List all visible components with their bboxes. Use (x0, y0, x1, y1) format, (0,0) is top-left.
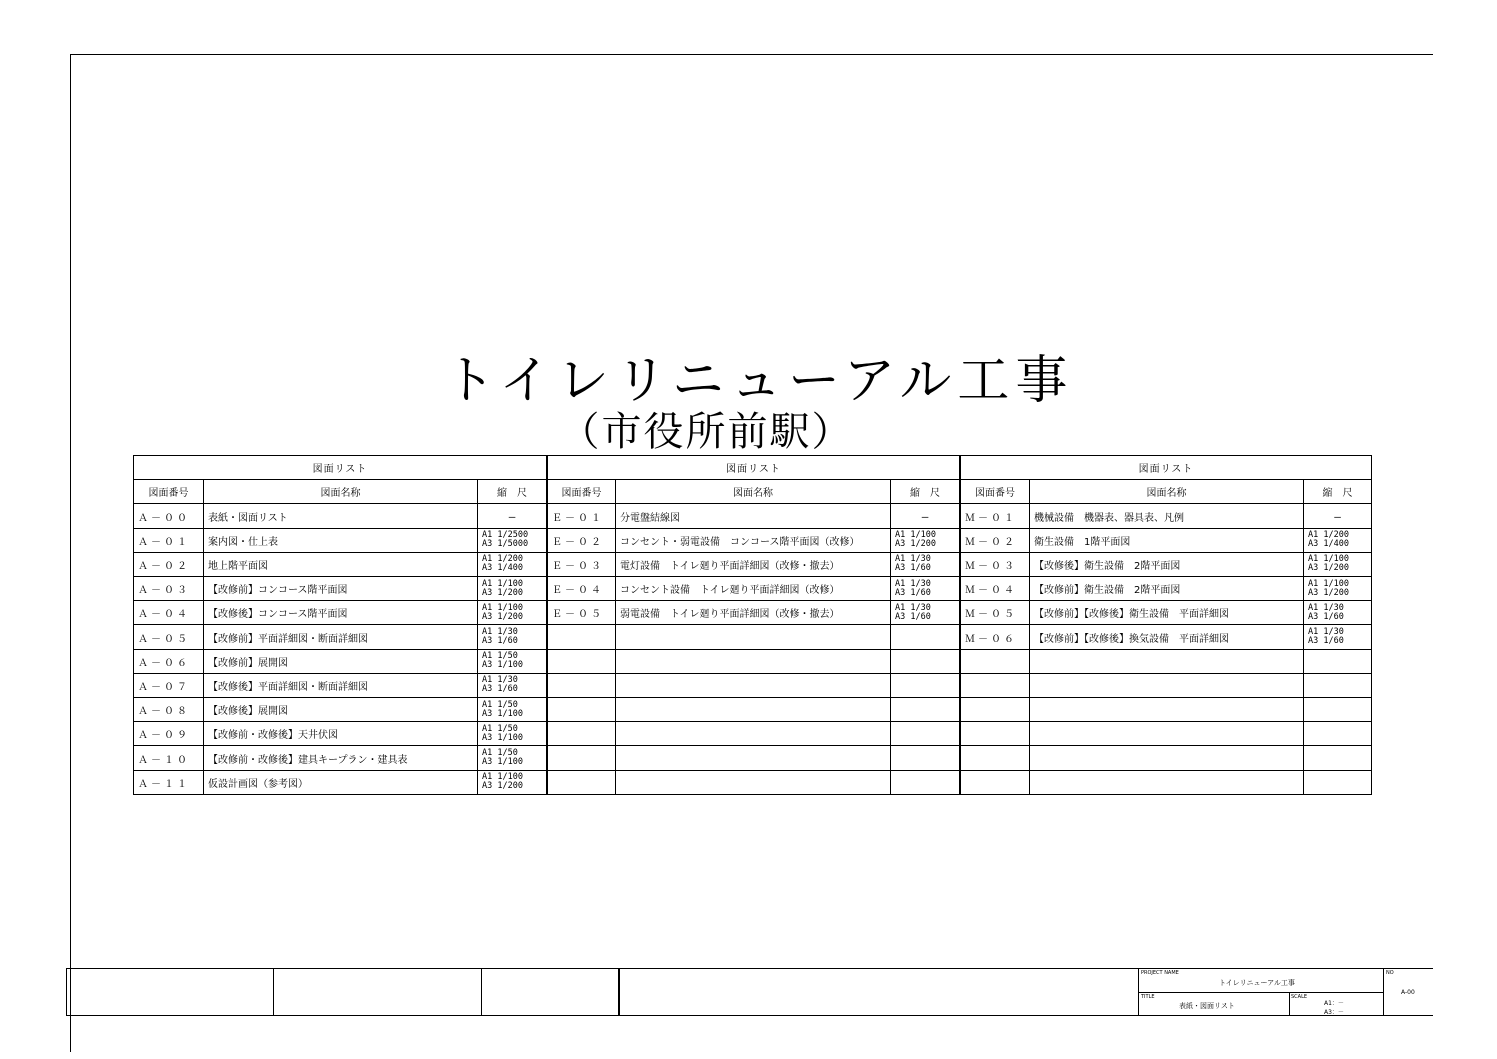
project-name: トイレリニューアル工事 (1219, 979, 1295, 987)
scale-value: A3 1/400 (1308, 539, 1349, 550)
drawing-scale (1304, 722, 1372, 746)
drawing-number: Ａ－１１ (134, 770, 204, 794)
drawing-name: 【改修前】衛生設備 2階平面図 (1030, 577, 1304, 601)
drawing-scale (478, 673, 547, 697)
scale-value: A3 1/60 (1308, 611, 1344, 622)
drawing-number: Ｍ－０３ (961, 552, 1030, 576)
scale-value: A1 1/50 (482, 723, 518, 734)
table-row (548, 601, 960, 625)
drawing-name (616, 746, 891, 770)
table-row (961, 673, 1372, 697)
drawing-number: Ｅ－０１ (548, 504, 616, 528)
table-row (548, 649, 960, 673)
table-row (961, 722, 1372, 746)
table-row (961, 504, 1372, 528)
column-number-header: 図面番号 (548, 480, 616, 504)
scale-value: A3 1/200 (1308, 587, 1349, 598)
drawing-name (616, 698, 891, 722)
title-block-approvals (481, 969, 619, 1016)
drawing-number: Ａ－１０ (134, 746, 204, 770)
title-block-project-cell (1138, 969, 1383, 1016)
scale-value: A1 1/30 (1308, 627, 1344, 638)
scale-value: A3 1/200 (482, 611, 523, 622)
drawing-number: Ｅ－０４ (548, 577, 616, 601)
drawing-scale (1304, 552, 1372, 576)
drawing-number: Ｍ－０１ (961, 504, 1030, 528)
table-row (134, 649, 547, 673)
table-row (548, 746, 960, 770)
drawing-name: 分電盤結線図 (616, 504, 891, 528)
drawing-scale (478, 528, 547, 552)
drawing-number (548, 649, 616, 673)
drawing-number: Ｍ－０２ (961, 528, 1030, 552)
scale-value: A1 1/30 (895, 554, 931, 565)
table-row (961, 601, 1372, 625)
table-row (961, 698, 1372, 722)
title-block (66, 968, 1433, 1016)
drawing-scale (1304, 528, 1372, 552)
drawing-scale (1304, 601, 1372, 625)
table-row (134, 625, 547, 649)
drawing-number (548, 770, 616, 794)
drawing-number: Ａ－０７ (134, 673, 204, 697)
title-block-divider (273, 969, 274, 1016)
drawing-scale (891, 601, 960, 625)
drawing-number: Ｅ－０５ (548, 601, 616, 625)
sheet-number: A-00 (1401, 989, 1415, 996)
scale-value: A3 1/60 (1308, 636, 1344, 647)
scale-value: — (921, 509, 929, 523)
scale-value: A1 1/30 (895, 602, 931, 613)
drawing-name (1030, 698, 1304, 722)
drawing-scale (478, 770, 547, 794)
drawing-list-electrical (547, 455, 960, 795)
scale-value: A1 1/100 (1308, 554, 1349, 565)
drawing-number (961, 673, 1030, 697)
drawing-name: 地上階平面図 (204, 552, 478, 576)
table-row (134, 528, 547, 552)
table-row (134, 504, 547, 528)
scale-value: A1 1/200 (1308, 530, 1349, 541)
list-heading: 図面リスト (961, 456, 1372, 480)
scale-value: A3 1/100 (482, 660, 523, 671)
drawing-number (548, 722, 616, 746)
drawing-number: Ａ－０４ (134, 601, 204, 625)
title-block-notes (619, 969, 1138, 1016)
drawing-title: 表紙・図面リスト (1179, 1002, 1235, 1010)
scale-value: A3 1/200 (482, 587, 523, 598)
scale-value: A1 1/50 (482, 748, 518, 759)
scale-value: — (508, 509, 516, 523)
column-name-header: 図面名称 (1030, 480, 1304, 504)
drawing-number: Ａ－０１ (134, 528, 204, 552)
drawing-scale (478, 625, 547, 649)
drawing-name: 【改修後】平面詳細図・断面詳細図 (204, 673, 478, 697)
drawing-number: Ｍ－０４ (961, 577, 1030, 601)
scale-value: — (1334, 509, 1341, 523)
drawing-name: 【改修前】【改修後】換気設備 平面詳細図 (1030, 625, 1304, 649)
list-heading: 図面リスト (134, 456, 547, 480)
drawing-number: Ｅ－０２ (548, 528, 616, 552)
drawing-scale (1304, 698, 1372, 722)
table-row (548, 673, 960, 697)
drawing-number (961, 649, 1030, 673)
table-row (548, 722, 960, 746)
scale-value: A1 1/50 (482, 651, 518, 662)
drawing-scale (478, 722, 547, 746)
scale-value: A3 1/100 (482, 708, 523, 719)
drawing-number (548, 625, 616, 649)
scale-label: SCALE (1291, 994, 1308, 1000)
drawing-name: 弱電設備 トイレ廻り平面詳細図（改修・撤去） (616, 601, 891, 625)
drawing-scale (1304, 504, 1372, 528)
table-row (134, 770, 547, 794)
scale-value: A3 1/60 (482, 636, 518, 647)
table-row (548, 625, 960, 649)
drawing-number (548, 746, 616, 770)
list-heading: 図面リスト (548, 456, 960, 480)
table-row (961, 528, 1372, 552)
scale-value: A1 1/100 (1308, 578, 1349, 589)
drawing-name (616, 673, 891, 697)
column-number-header: 図面番号 (134, 480, 204, 504)
drawing-scale (478, 601, 547, 625)
drawing-number: Ａ－０８ (134, 698, 204, 722)
drawing-scale (891, 504, 960, 528)
drawing-number: Ａ－００ (134, 504, 204, 528)
drawing-number (961, 770, 1030, 794)
scale-value: A3 1/60 (482, 684, 518, 695)
drawing-name (616, 625, 891, 649)
drawing-name: コンセント・弱電設備 コンコース階平面図（改修） (616, 528, 891, 552)
table-row (134, 722, 547, 746)
drawing-number: Ａ－０３ (134, 577, 204, 601)
drawing-scale (1304, 746, 1372, 770)
scale-value: A1 1/2500 (482, 530, 529, 541)
scale-value: A3 1/60 (895, 611, 931, 622)
drawing-name: 【改修前】【改修後】衛生設備 平面詳細図 (1030, 601, 1304, 625)
scale-value: A1 1/100 (482, 602, 523, 613)
drawing-name: 衛生設備 1階平面図 (1030, 528, 1304, 552)
drawing-number: Ａ－０６ (134, 649, 204, 673)
scale-value: A3 1/100 (482, 732, 523, 743)
sheet-number-cell (1383, 969, 1433, 1016)
drawing-number: Ａ－０２ (134, 552, 204, 576)
station-subtitle: （市役所前駅） (559, 409, 854, 455)
scale-value: A3 1/100 (482, 757, 523, 768)
drawing-name: 仮設計画図（参考図） (204, 770, 478, 794)
drawing-number (961, 722, 1030, 746)
drawing-scale (1304, 625, 1372, 649)
drawing-name: 【改修後】展開図 (204, 698, 478, 722)
table-row (134, 746, 547, 770)
drawing-list-mechanical (960, 455, 1372, 795)
drawing-name (616, 722, 891, 746)
drawing-scale (891, 770, 960, 794)
scale-value: A3 1/200 (482, 781, 523, 792)
drawing-number: Ｅ－０３ (548, 552, 616, 576)
scale-value: A1 1/100 (895, 530, 936, 541)
drawing-name: 【改修後】衛生設備 2階平面図 (1030, 552, 1304, 576)
table-row (548, 528, 960, 552)
drawing-name (1030, 770, 1304, 794)
drawing-name (1030, 746, 1304, 770)
scale-value: A3 1/200 (895, 539, 936, 550)
column-name-header: 図面名称 (616, 480, 891, 504)
column-scale-header: 縮 尺 (478, 480, 547, 504)
table-row (134, 577, 547, 601)
drawing-name: 【改修前・改修後】建具キープラン・建具表 (204, 746, 478, 770)
table-row (548, 577, 960, 601)
drawing-scale (891, 528, 960, 552)
scale-value: A1 1/50 (482, 699, 518, 710)
drawing-name: 【改修前】コンコース階平面図 (204, 577, 478, 601)
scale-value: A1 1/30 (482, 627, 518, 638)
scale-value: A1 1/30 (1308, 602, 1344, 613)
drawing-scale (891, 698, 960, 722)
table-row (961, 770, 1372, 794)
project-label: PROJECT NAME (1141, 970, 1179, 976)
drawing-scale (891, 577, 960, 601)
title-block-left (66, 969, 273, 1016)
drawing-number: Ｍ－０５ (961, 601, 1030, 625)
table-row (961, 625, 1372, 649)
drawing-name (1030, 649, 1304, 673)
drawing-scale (891, 673, 960, 697)
drawing-lists (133, 455, 1369, 795)
column-scale-header: 縮 尺 (1304, 480, 1372, 504)
drawing-name (1030, 722, 1304, 746)
column-scale-header: 縮 尺 (891, 480, 960, 504)
drawing-name: 表紙・図面リスト (204, 504, 478, 528)
table-row (548, 552, 960, 576)
scale-a1: A1：－ (1324, 1000, 1344, 1007)
table-row (548, 698, 960, 722)
drawing-name (616, 649, 891, 673)
drawing-scale (891, 625, 960, 649)
drawing-scale (478, 746, 547, 770)
drawing-name: 機械設備 機器表、器具表、凡例 (1030, 504, 1304, 528)
drawing-scale (891, 552, 960, 576)
scale-value: A3 1/60 (895, 563, 931, 574)
table-row (134, 673, 547, 697)
no-label: NO (1386, 970, 1394, 976)
drawing-list-architecture (133, 455, 547, 795)
drawing-name: 【改修前・改修後】天井伏図 (204, 722, 478, 746)
drawing-name: 【改修前】展開図 (204, 649, 478, 673)
table-row (548, 504, 960, 528)
scale-value: A1 1/200 (482, 554, 523, 565)
drawing-number: Ａ－０５ (134, 625, 204, 649)
drawing-scale (891, 722, 960, 746)
scale-value: A3 1/400 (482, 563, 523, 574)
table-row (134, 698, 547, 722)
scale-a3: A3：－ (1324, 1009, 1344, 1016)
drawing-name: 電灯設備 トイレ廻り平面詳細図（改修・撤去） (616, 552, 891, 576)
title-label: TITLE (1141, 994, 1155, 1000)
drawing-name: 【改修前】平面詳細図・断面詳細図 (204, 625, 478, 649)
column-number-header: 図面番号 (961, 480, 1030, 504)
drawing-scale (478, 649, 547, 673)
table-row (961, 746, 1372, 770)
table-row (548, 770, 960, 794)
scale-value: A1 1/100 (482, 578, 523, 589)
project-title: トイレリニューアル工事 (443, 351, 1074, 411)
drawing-scale (478, 577, 547, 601)
drawing-scale (478, 504, 547, 528)
scale-value: A3 1/5000 (482, 539, 529, 550)
drawing-name: 【改修後】コンコース階平面図 (204, 601, 478, 625)
drawing-number (548, 673, 616, 697)
drawing-name: コンセント設備 トイレ廻り平面詳細図（改修） (616, 577, 891, 601)
scale-value: A1 1/30 (482, 675, 518, 686)
drawing-number (961, 698, 1030, 722)
scale-value: A1 1/30 (895, 578, 931, 589)
drawing-scale (1304, 577, 1372, 601)
drawing-number: Ｍ－０６ (961, 625, 1030, 649)
drawing-scale (1304, 770, 1372, 794)
drawing-number: Ａ－０９ (134, 722, 204, 746)
drawing-number (548, 698, 616, 722)
scale-value: A1 1/100 (482, 772, 523, 783)
drawing-scale (891, 746, 960, 770)
table-row (961, 552, 1372, 576)
scale-value: A3 1/200 (1308, 563, 1349, 574)
drawing-scale (1304, 673, 1372, 697)
column-name-header: 図面名称 (204, 480, 478, 504)
drawing-number (961, 746, 1030, 770)
table-row (961, 577, 1372, 601)
drawing-name (616, 770, 891, 794)
drawing-scale (891, 649, 960, 673)
drawing-name: 案内図・仕上表 (204, 528, 478, 552)
drawing-scale (1304, 649, 1372, 673)
table-row (134, 601, 547, 625)
drawing-scale (478, 552, 547, 576)
scale-value: A3 1/60 (895, 587, 931, 598)
table-row (134, 552, 547, 576)
drawing-scale (478, 698, 547, 722)
drawing-name (1030, 673, 1304, 697)
table-row (961, 649, 1372, 673)
